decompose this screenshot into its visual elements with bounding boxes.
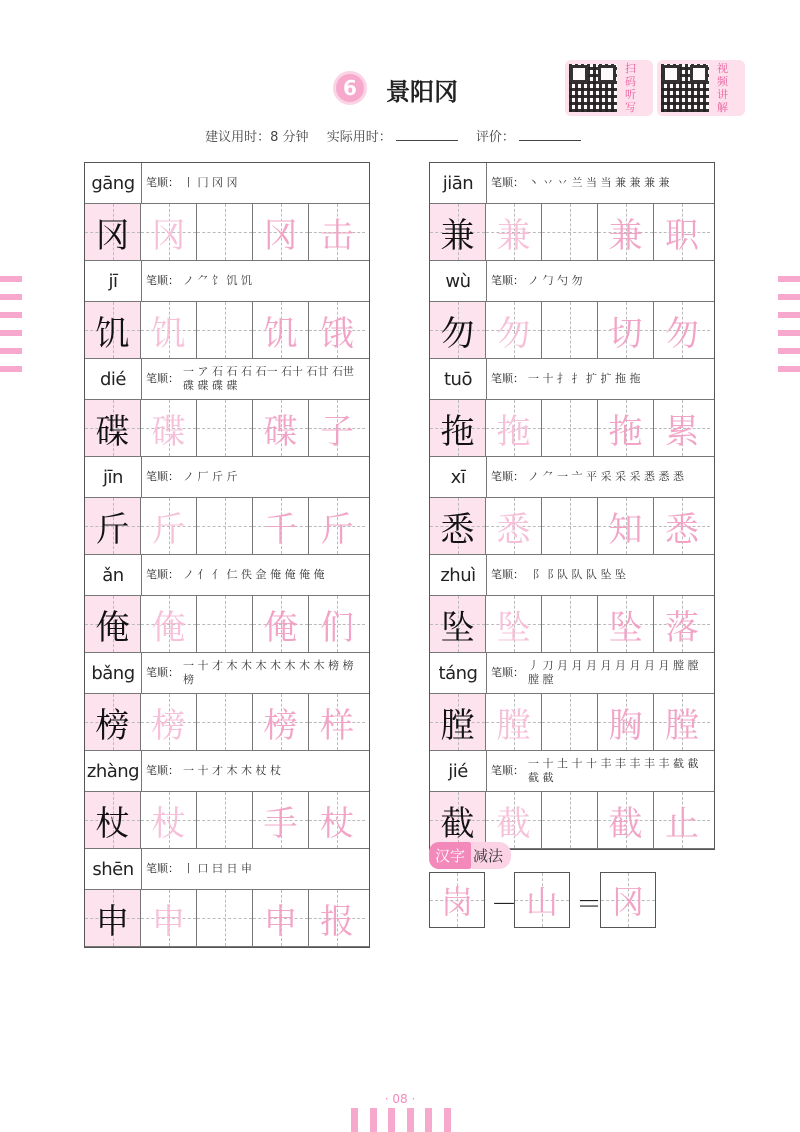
trace-character[interactable]: 冈 (141, 204, 197, 260)
trace-character[interactable]: 斤 (141, 498, 197, 554)
evaluation-label: 评价： (475, 130, 515, 145)
writing-grid-row (85, 890, 369, 947)
stroke-sequence: 一 十 才 木 木 木 木 木 木 木 榜 榜 榜 (183, 659, 354, 686)
trace-character[interactable]: 落 (654, 596, 710, 652)
stroke-sequence: 一 十 才 木 木 杖 杖 (183, 764, 281, 777)
stroke-sequence: 一 ア 石 石 石 石一 石十 石廿 石世 碟 碟 碟 碟 (183, 365, 354, 392)
blank-writing-cell[interactable] (197, 694, 253, 750)
writing-grid-row (430, 792, 714, 849)
blank-writing-cell[interactable] (197, 890, 253, 946)
lesson-number-badge: 6 (333, 71, 367, 105)
pinyin-stroke-row (85, 555, 369, 596)
trace-character[interactable]: 职 (654, 204, 710, 260)
blank-writing-cell[interactable] (197, 498, 253, 554)
pinyin: táng (430, 653, 487, 693)
trace-character[interactable]: 坠 (486, 596, 542, 652)
header (0, 60, 800, 120)
trace-character[interactable]: 俺 (253, 596, 309, 652)
trace-character[interactable]: 击 (309, 204, 365, 260)
trace-character[interactable]: 俺 (141, 596, 197, 652)
stroke-sequence: 丿 刀 月 月 月 月 月 月 月 月 膛 膛 膛 膛 (528, 659, 699, 686)
left-practice-column (84, 162, 370, 948)
trace-character[interactable]: 悉 (654, 498, 710, 554)
trace-character[interactable]: 杖 (141, 792, 197, 848)
stroke-label: 笔顺： (146, 470, 179, 483)
trace-character[interactable]: 饥 (253, 302, 309, 358)
stroke-order (142, 261, 369, 301)
side-tab (778, 348, 800, 354)
subtraction-operand-a: 岗 (429, 872, 485, 928)
side-tab (0, 294, 22, 300)
suggested-time: 建议用时：8 分钟 (205, 130, 309, 145)
pinyin: xī (430, 457, 487, 497)
side-tab (0, 312, 22, 318)
model-character: 榜 (85, 694, 141, 750)
trace-character[interactable]: 样 (309, 694, 365, 750)
model-character: 兼 (430, 204, 486, 260)
model-character: 俺 (85, 596, 141, 652)
pinyin-stroke-row (430, 261, 714, 302)
stroke-label: 笔顺： (491, 764, 524, 777)
model-character: 勿 (430, 302, 486, 358)
stroke-sequence: 丶 丷 丷 兰 当 当 兼 兼 兼 兼 (528, 176, 670, 189)
stroke-label: 笔顺： (491, 372, 524, 385)
model-character: 坠 (430, 596, 486, 652)
trace-character[interactable]: 碟 (141, 400, 197, 456)
stroke-label: 笔顺： (146, 568, 179, 581)
trace-character[interactable]: 截 (598, 792, 654, 848)
trace-character[interactable]: 千 (253, 498, 309, 554)
model-character: 膛 (430, 694, 486, 750)
page-number: · 08 · (384, 1092, 416, 1106)
trace-character[interactable]: 悉 (486, 498, 542, 554)
subtraction-title (429, 842, 511, 869)
trace-character[interactable]: 手 (253, 792, 309, 848)
pinyin-stroke-row (430, 163, 714, 204)
blank-writing-cell[interactable] (542, 596, 598, 652)
stroke-sequence: ノ ⺈ 一 亠 平 采 采 采 悉 悉 悉 (528, 470, 684, 483)
qr-dictation-label: 扫码听写 (625, 62, 636, 114)
trace-character[interactable]: 子 (309, 400, 365, 456)
pinyin: tuō (430, 359, 487, 399)
blank-writing-cell[interactable] (197, 204, 253, 260)
pinyin-stroke-row (85, 653, 369, 694)
writing-grid-row (430, 694, 714, 751)
stroke-order (487, 359, 714, 399)
model-character: 碟 (85, 400, 141, 456)
stroke-sequence: ノ 厂 斤 斤 (183, 470, 238, 483)
model-character: 截 (430, 792, 486, 848)
side-tab (778, 294, 800, 300)
trace-character[interactable]: 切 (598, 302, 654, 358)
side-tab (778, 366, 800, 372)
model-character: 饥 (85, 302, 141, 358)
subtraction-title-highlight: 汉字 (429, 842, 471, 869)
stroke-order (142, 359, 369, 399)
blank-writing-cell[interactable] (197, 596, 253, 652)
writing-grid-row (430, 204, 714, 261)
lesson-title: 景阳冈 (386, 78, 458, 106)
stroke-label: 笔顺： (491, 666, 524, 679)
trace-character[interactable]: 拖 (486, 400, 542, 456)
trace-character[interactable]: 报 (309, 890, 365, 946)
trace-character[interactable]: 榜 (141, 694, 197, 750)
stroke-sequence: 丨 口 曰 日 申 (183, 862, 252, 875)
writing-grid-row (85, 792, 369, 849)
stroke-label: 笔顺： (146, 862, 179, 875)
equals-sign: ＝ (576, 890, 603, 920)
subtraction-title-rest: 减法 (471, 842, 511, 869)
trace-character[interactable]: 斤 (309, 498, 365, 554)
blank-writing-cell[interactable] (542, 204, 598, 260)
stroke-sequence: ノ ⺈ 饣 饥 饥 (183, 274, 252, 287)
stroke-order (142, 653, 369, 693)
qr-code-icon (569, 64, 617, 112)
stroke-label: 笔顺： (146, 176, 179, 189)
trace-character[interactable]: 兼 (486, 204, 542, 260)
actual-time-label: 实际用时： (326, 130, 392, 145)
stroke-label: 笔顺： (491, 274, 524, 287)
pinyin: gāng (85, 163, 142, 203)
qr-dictation[interactable] (565, 60, 653, 116)
stroke-sequence: ノ 勹 勺 勿 (528, 274, 583, 287)
writing-grid-row (430, 302, 714, 359)
qr-video-label: 视频讲解 (717, 62, 728, 114)
pinyin: wù (430, 261, 487, 301)
pinyin-stroke-row (430, 359, 714, 400)
pinyin-stroke-row (85, 849, 369, 890)
model-character: 冈 (85, 204, 141, 260)
pinyin: jīn (85, 457, 142, 497)
trace-character[interactable]: 拖 (598, 400, 654, 456)
minus-sign: － (491, 890, 518, 920)
trace-character[interactable]: 饥 (141, 302, 197, 358)
pinyin-stroke-row (430, 653, 714, 694)
evaluation-blank[interactable] (519, 128, 581, 141)
stroke-sequence: 一 十 土 十 十 丰 丰 丰 丰 丰 截 截 截 截 (528, 757, 699, 784)
trace-character[interactable]: 榜 (253, 694, 309, 750)
stroke-label: 笔顺： (146, 274, 179, 287)
trace-character[interactable]: 截 (486, 792, 542, 848)
blank-writing-cell[interactable] (197, 792, 253, 848)
trace-character[interactable]: 饿 (309, 302, 365, 358)
trace-character[interactable]: 勿 (486, 302, 542, 358)
side-tab (0, 348, 22, 354)
trace-character[interactable]: 兼 (598, 204, 654, 260)
trace-character[interactable]: 止 (654, 792, 710, 848)
writing-grid-row (430, 400, 714, 457)
side-tab (0, 276, 22, 282)
writing-grid-row (85, 694, 369, 751)
stroke-label: 笔顺： (146, 372, 179, 385)
model-character: 悉 (430, 498, 486, 554)
trace-character[interactable]: 胸 (598, 694, 654, 750)
trace-character[interactable]: 申 (141, 890, 197, 946)
stroke-order (142, 849, 369, 889)
pinyin: bǎng (85, 653, 142, 693)
qr-video[interactable] (657, 60, 745, 116)
stroke-order (487, 555, 714, 595)
trace-character[interactable]: 坠 (598, 596, 654, 652)
writing-grid-row (85, 498, 369, 555)
pinyin: jī (85, 261, 142, 301)
footer-bars (351, 1108, 451, 1132)
qr-code-icon (661, 64, 709, 112)
pinyin: jiān (430, 163, 487, 203)
pinyin-stroke-row (430, 457, 714, 498)
stroke-sequence: 丨 冂 冈 冈 (183, 176, 238, 189)
stroke-order (487, 653, 714, 693)
stroke-order (487, 163, 714, 203)
side-tab (778, 276, 800, 282)
blank-writing-cell[interactable] (542, 302, 598, 358)
pinyin-stroke-row (85, 457, 369, 498)
blank-writing-cell[interactable] (542, 498, 598, 554)
writing-grid-row (85, 302, 369, 359)
model-character: 拖 (430, 400, 486, 456)
trace-character[interactable]: 膛 (654, 694, 710, 750)
trace-character[interactable]: 知 (598, 498, 654, 554)
trace-character[interactable]: 申 (253, 890, 309, 946)
stroke-label: 笔顺： (146, 764, 179, 777)
writing-grid-row (85, 400, 369, 457)
writing-grid-row (430, 498, 714, 555)
writing-grid-row (85, 204, 369, 261)
pinyin: shēn (85, 849, 142, 889)
writing-grid-row (85, 596, 369, 653)
model-character: 斤 (85, 498, 141, 554)
side-tab (778, 330, 800, 336)
side-tab (0, 366, 22, 372)
stroke-order (142, 751, 369, 791)
actual-time-blank[interactable] (396, 128, 458, 141)
stroke-label: 笔顺： (491, 568, 524, 581)
pinyin-stroke-row (85, 751, 369, 792)
trace-character[interactable]: 碟 (253, 400, 309, 456)
stroke-order (142, 555, 369, 595)
subtraction-result[interactable]: 冈 (600, 872, 656, 928)
trace-character[interactable]: 们 (309, 596, 365, 652)
pinyin: ǎn (85, 555, 142, 595)
stroke-sequence: ノ 亻 亻 仁 佚 佱 俺 俺 俺 俺 (183, 568, 325, 581)
pinyin: jié (430, 751, 487, 791)
stroke-label: 笔顺： (491, 176, 524, 189)
stroke-order (487, 261, 714, 301)
stroke-label: 笔顺： (491, 470, 524, 483)
pinyin: dié (85, 359, 142, 399)
pinyin-stroke-row (85, 359, 369, 400)
blank-writing-cell[interactable] (197, 302, 253, 358)
trace-character[interactable]: 累 (654, 400, 710, 456)
subtraction-operand-b: 山 (514, 872, 570, 928)
pinyin-stroke-row (85, 261, 369, 302)
trace-character[interactable]: 冈 (253, 204, 309, 260)
trace-character[interactable]: 膛 (486, 694, 542, 750)
stroke-order (142, 457, 369, 497)
pinyin-stroke-row (430, 555, 714, 596)
blank-writing-cell[interactable] (542, 792, 598, 848)
model-character: 杖 (85, 792, 141, 848)
right-practice-column (429, 162, 715, 850)
stroke-order (142, 163, 369, 203)
side-tab (778, 312, 800, 318)
model-character: 申 (85, 890, 141, 946)
pinyin-stroke-row (85, 163, 369, 204)
stroke-sequence: ⻏ ⻏ 队 队 队 坠 坠 (528, 568, 626, 581)
blank-writing-cell[interactable] (542, 694, 598, 750)
stroke-order (487, 457, 714, 497)
blank-writing-cell[interactable] (197, 400, 253, 456)
stroke-order (487, 751, 714, 791)
trace-character[interactable]: 杖 (309, 792, 365, 848)
side-tab (0, 330, 22, 336)
stroke-sequence: 一 十 扌 扌 扩 扩 拖 拖 (528, 372, 641, 385)
pinyin: zhuì (430, 555, 487, 595)
time-line (0, 126, 800, 145)
pinyin: zhàng (85, 751, 142, 791)
trace-character[interactable]: 勿 (654, 302, 710, 358)
stroke-label: 笔顺： (146, 666, 179, 679)
blank-writing-cell[interactable] (542, 400, 598, 456)
pinyin-stroke-row (430, 751, 714, 792)
writing-grid-row (430, 596, 714, 653)
